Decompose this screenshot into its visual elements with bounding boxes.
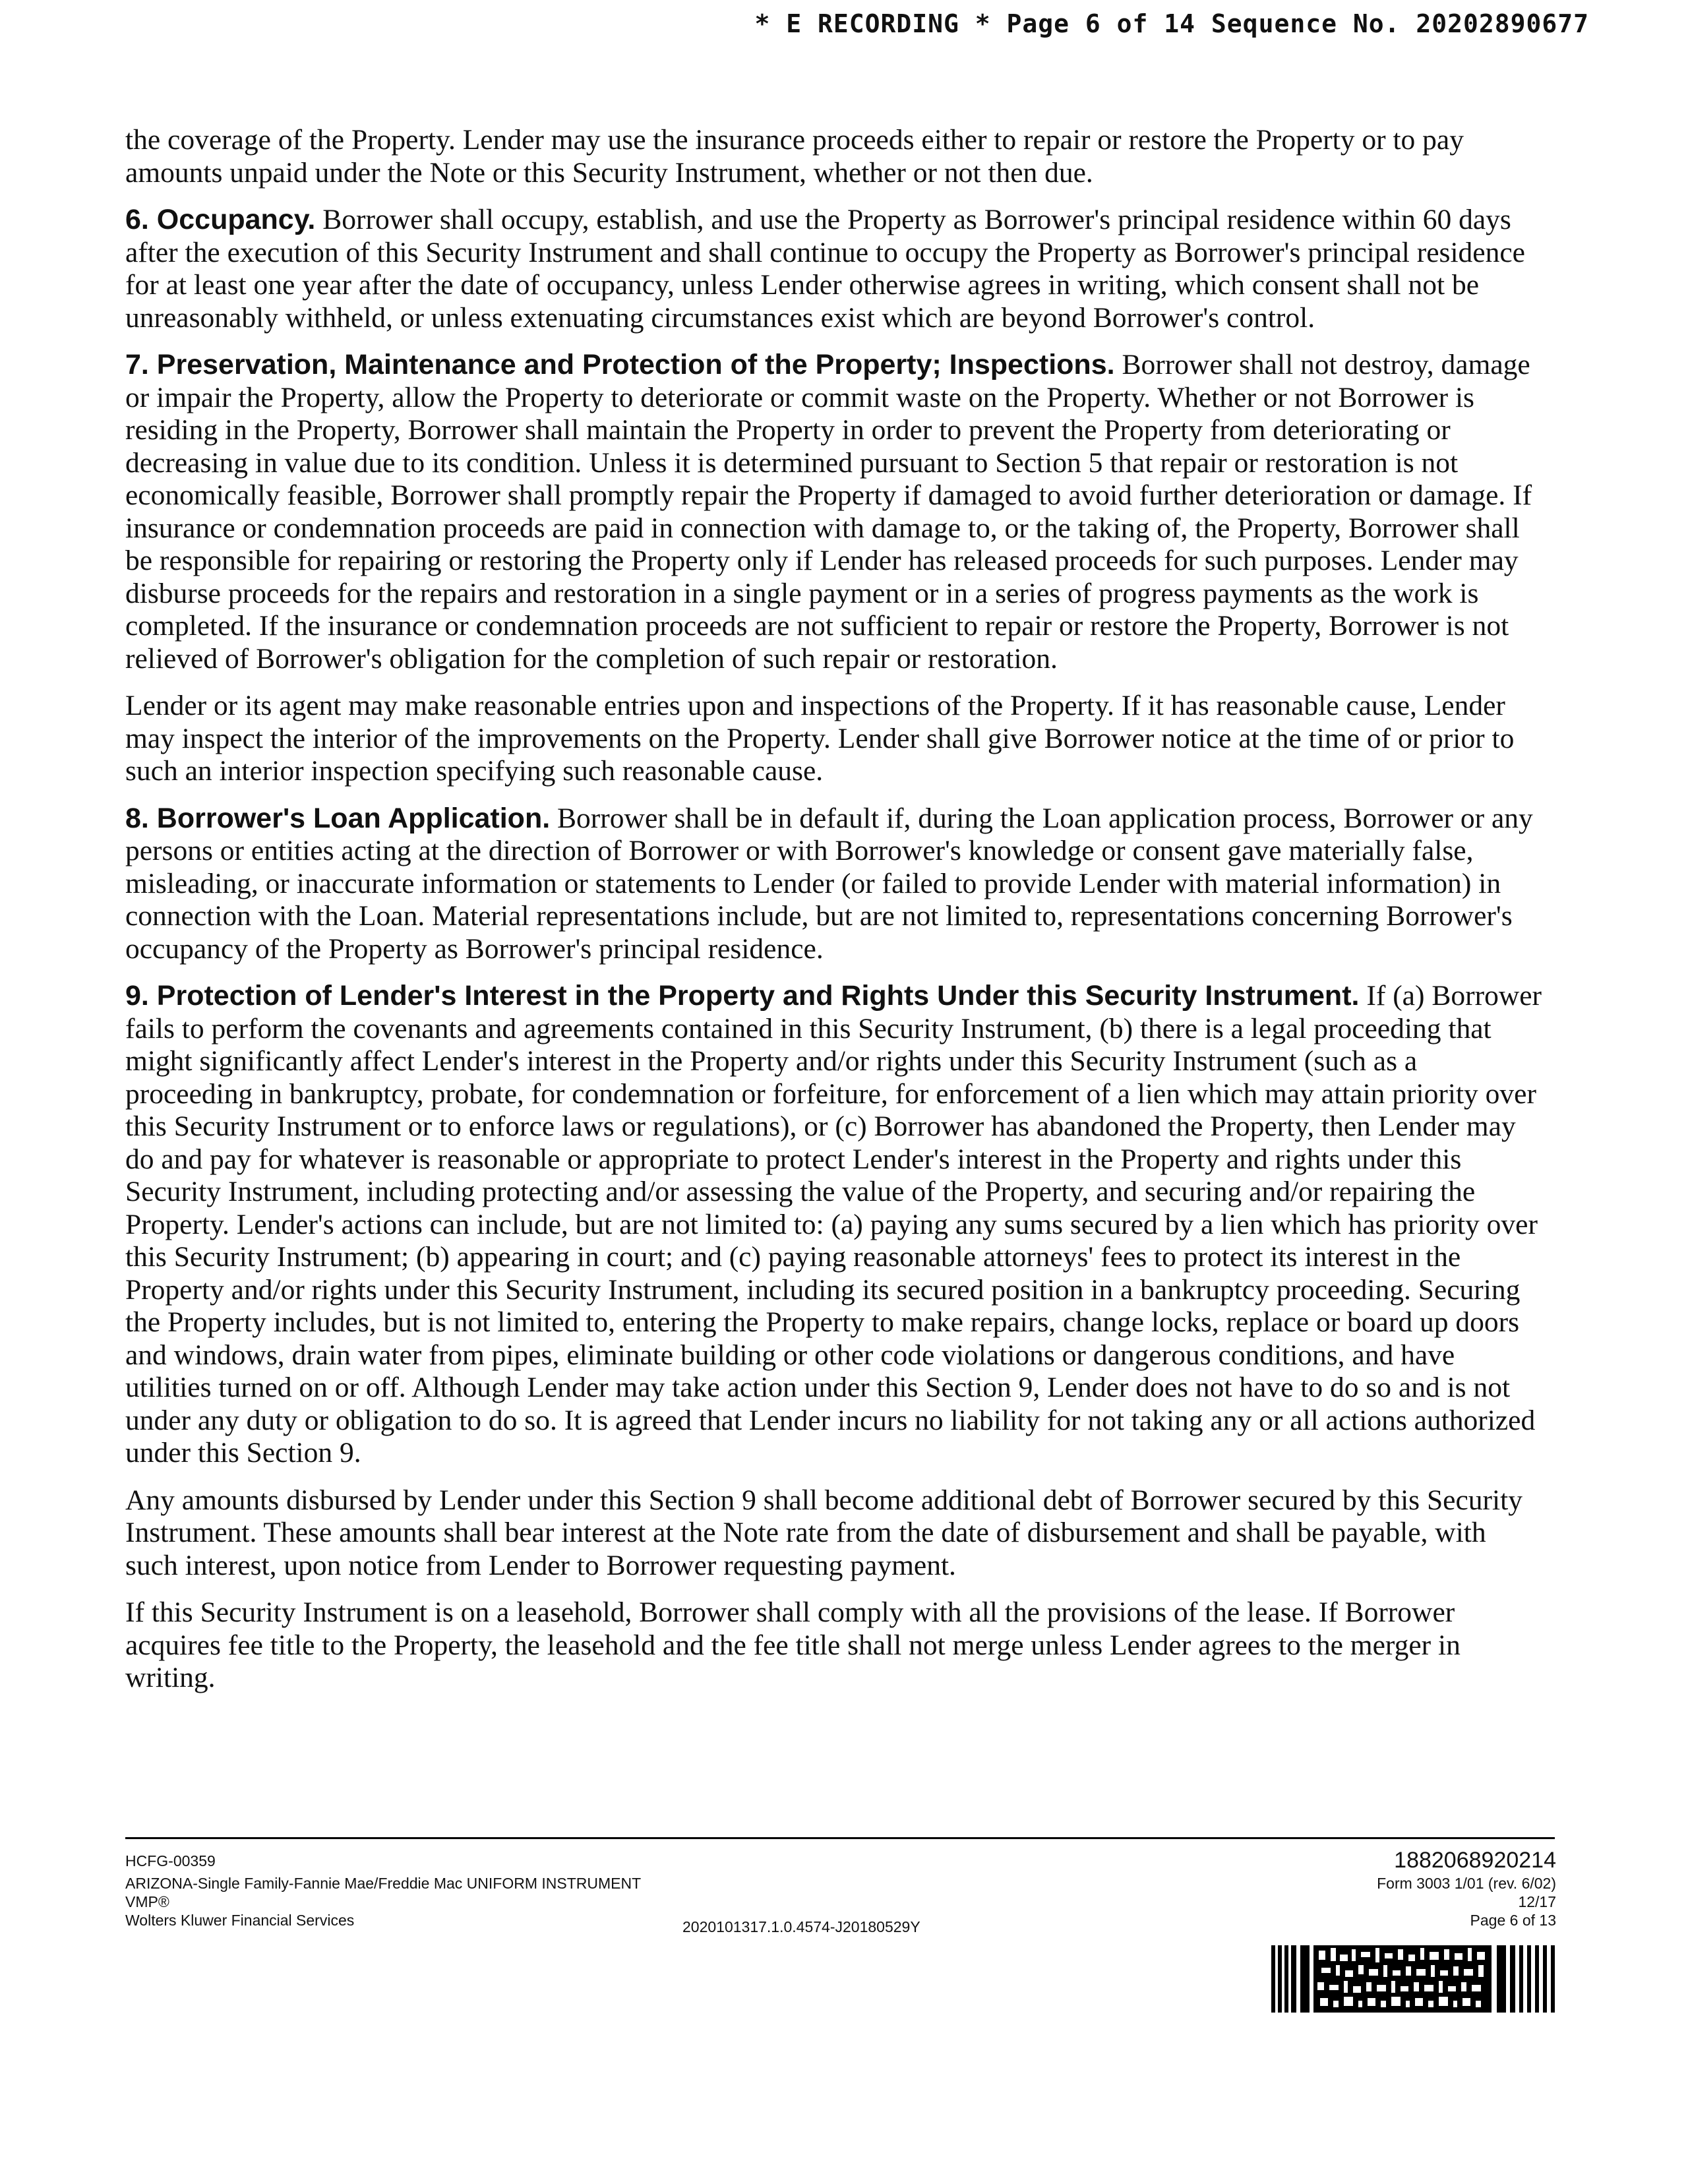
loan-number: 1882068920214 (1394, 1848, 1556, 1873)
footer-left-block (125, 1852, 641, 1929)
section-6-text: Borrower shall occupy, establish, and use the Property as Borrower's principal residence within 60 days after the execution of this Security Instrument and shall continue to occupy the Property as Borrower's principal residence for at least one year after the date of occupancy, unless Lender otherwise agrees in writing, which consent shall not be unreasonably withheld, or unless extenuating circumstances exist which are beyond Borrower's control. (125, 204, 1525, 334)
footer-form-number: Form 3003 1/01 (rev. 6/02) (1377, 1875, 1556, 1892)
section-7-paragraph (125, 349, 1543, 675)
section-7-text: Borrower shall not destroy, damage or impair the Property, allow the Property to deteriorate or commit waste on the Property. Whether or not Borrower is residing in the Property, Borrower shall maintain the Property in order to prevent the Property from deteriorating or decreasing in value due to its condition. Unless it is determined pursuant to Section 5 that repair or restoration is not economically feasible, Borrower shall promptly repair the Property if damaged to avoid further deterioration or damage. If insurance or condemnation proceeds are paid in connection with damage to, or the taking of, the Property, Borrower shall be responsible for repairing or restoring the Property only if Lender has released proceeds for such purposes. Lender may disburse proceeds for the repairs and restoration in a single payment or in a series of progress payments as the work is completed. If the insurance or condemnation proceeds are not sufficient to repair or restore the Property, Borrower is not relieved of Borrower's obligation for the completion of such repair or restoration. (125, 349, 1532, 675)
section-8-paragraph (125, 803, 1543, 966)
recording-header: * E RECORDING * Page 6 of 14 Sequence No. 20202890677 (754, 9, 1589, 38)
footer-doc-id: 2020101317.1.0.4574-J20180529Y (682, 1918, 920, 1935)
section-6-paragraph (125, 204, 1543, 334)
footer-page-label: Page 6 of 13 (1470, 1912, 1556, 1929)
footer-divider (125, 1837, 1555, 1839)
section-8-text: Borrower shall be in default if, during the Loan application process, Borrower or any persons or entities acting at the direction of Borrower or with Borrower's knowledge or consent gave materially false, misleading, or inaccurate information or statements to Lender (or failed to provide Lender with material information) in connection with the Loan. Material representations include, but are not limited to, representations concerning Borrower's occupancy of the Property as Borrower's principal residence. (125, 802, 1533, 965)
section-9-title: 9. Protection of Lender's Interest in the Property and Rights Under this Security Instrument. (125, 980, 1360, 1012)
barcode-icon (1271, 1945, 1555, 2013)
section-6-title: 6. Occupancy. (125, 204, 316, 235)
section-8-title: 8. Borrower's Loan Application. (125, 802, 551, 834)
section-9-paragraph (125, 980, 1543, 1470)
footer-revision: 12/17 (1518, 1893, 1556, 1910)
section-9-text: If (a) Borrower fails to perform the covenants and agreements contained in this Security Instrument, (b) there is a legal proceeding that might significantly affect Lender's interest in the Property and/or rights under this Security Instrument (such as a proceeding in bankruptcy, probate, for condemnation or forfeiture, for enforcement of a lien which may attain priority over this Security Instrument or to enforce laws or regulations), or (c) Borrower has abandoned the Property, then Lender may do and pay for whatever is reasonable or appropriate to protect Lender's interest in the Property and rights under this Security Instrument, including protecting and/or assessing the value of the Property, and securing and/or repairing the Property. Lender's actions can include, but are not limited to: (a) paying any sums secured by a lien which has priority over this Security Instrument; (b) appearing in court; and (c) paying reasonable attorneys' fees to protect its interest in the Property and/or rights under this Security Instrument, including its secured position in a bankruptcy proceeding. Securing the Property includes, but is not limited to, entering the Property to make repairs, change locks, replace or board up doors and windows, drain water from pipes, eliminate building or other code violations or dangerous conditions, and have utilities turned on or off. Although Lender may take action under this Section 9, Lender does not have to do so and is not under any duty or obligation to do so. It is agreed that Lender incurs no liability for not taking any or all actions authorized under this Section 9. (125, 980, 1542, 1469)
section-9-disbursement-paragraph: Any amounts disbursed by Lender under this Section 9 shall become additional debt of Borrower secured by this Security Instrument. These amounts shall bear interest at the Note rate from the date of disbursement and shall be payable, with such interest, upon notice from Lender to Borrower requesting payment. (125, 1484, 1522, 1581)
intro-paragraph: the coverage of the Property. Lender may use the insurance proceeds either to repair or restore the Property or to pay amounts unpaid under the Note or this Security Instrument, whether or not then due. (125, 124, 1464, 189)
section-7-title: 7. Preservation, Maintenance and Protection of the Property; Inspections. (125, 349, 1115, 380)
footer-publisher: Wolters Kluwer Financial Services (125, 1912, 355, 1929)
footer-right-block (1377, 1846, 1556, 1929)
footer-form-code: HCFG-00359 (125, 1852, 216, 1869)
section-7-inspection-paragraph: Lender or its agent may make reasonable entries upon and inspections of the Property. If it has reasonable cause, Lender may inspect the interior of the improvements on the Property. Lender shall give Borrower notice at the time of or prior to such an interior inspection specifying such reasonable cause. (125, 690, 1515, 787)
footer-vmp: VMP® (125, 1893, 169, 1910)
section-9-leasehold-paragraph: If this Security Instrument is on a leasehold, Borrower shall comply with all the provisions of the lease. If Borrower acquires fee title to the Property, the leasehold and the fee title shall not merge unless Lender agrees to the merger in writing. (125, 1596, 1461, 1693)
footer-instrument-title: ARIZONA-Single Family-Fannie Mae/Freddie Mac UNIFORM INSTRUMENT (125, 1875, 642, 1892)
document-body (125, 124, 1543, 1709)
